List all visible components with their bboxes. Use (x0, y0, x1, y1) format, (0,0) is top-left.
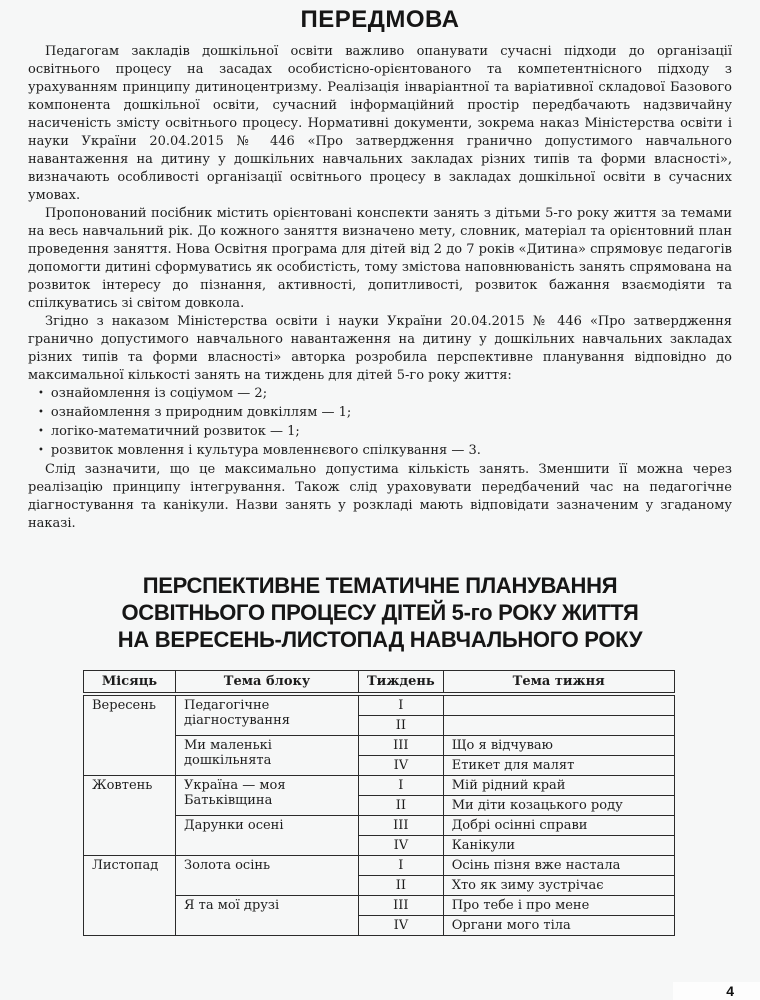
table-row (84, 694, 675, 716)
table-cell-week: III (359, 815, 444, 835)
table-cell-block: Педагогічне діагностування (176, 694, 359, 736)
preface-paragraph-1: Педагогам закладів дошкільної освіти важливо опанувати сучасні підходи до організації освітнього процесу на засадах особистісно-орієнтованого та компетентнісного підходу з урахуванням принципу дитиноцентризму. Реалізація інваріантної та варіативної складової Базового компонента дошкільної освіти, сучасний інформаційний простір передбачають надзвичайну насиченість змісту освітнього процесу. Нормативні документи, зокрема наказ Міністерства освіти і науки України 20.04.2015 № 446 «Про затвердження гранично допустимого навчального навантаження на дитину у дошкільних навчальних закладах різних типів та форми власності», визначають особливості організації освітнього процесу в закладах дошкільної освіти в сучасних умовах. (28, 44, 732, 203)
table-cell-week: I (359, 694, 444, 716)
table-cell-topic (443, 715, 674, 735)
table-cell-block: Дарунки осені (176, 815, 359, 855)
table-cell-week: IV (359, 755, 444, 775)
table-cell-block: Ми маленькі дошкільнята (176, 735, 359, 775)
list-item-label: логіко-математичний розвиток — 1; (50, 424, 300, 439)
table-cell-week: II (359, 795, 444, 815)
list-item-label: ознайомлення з природним довкіллям — 1; (50, 405, 352, 420)
list-item-label: розвиток мовлення і культура мовленнєвого спілкування — 3. (50, 443, 481, 458)
bullet-icon: • (38, 445, 44, 456)
section-heading-line-2: ОСВІТНЬОГО ПРОЦЕСУ ДІТЕЙ 5-го РОКУ ЖИТТЯ (121, 600, 639, 625)
bullet-icon: • (38, 388, 44, 399)
table-cell-week: I (359, 775, 444, 795)
column-header-week: Тиждень (359, 671, 444, 694)
bullet-icon: • (38, 426, 44, 437)
list-item-label: ознайомлення із соціумом — 2; (50, 386, 268, 401)
planning-table-body (84, 694, 675, 936)
page-footer (673, 982, 760, 1000)
column-header-topic: Тема тижня (443, 671, 674, 694)
preface-paragraph-4: Слід зазначити, що це максимально допустима кількість занять. Зменшити її можна через реалізацію принципу інтегрування. Також слід ураховувати передбачений час на педагогічне діагностування та канікули. Назви занять у розкладі мають відповідати зазначеним у згаданому наказі. (28, 462, 732, 531)
planning-table-header (84, 671, 675, 694)
table-cell-topic: Що я відчуваю (443, 735, 674, 755)
column-header-month: Місяць (84, 671, 176, 694)
column-header-block: Тема блоку (176, 671, 359, 694)
table-cell-month: Жовтень (84, 775, 176, 855)
table-cell-topic: Добрі осінні справи (443, 815, 674, 835)
table-cell-week: IV (359, 835, 444, 855)
table-cell-topic: Органи мого тіла (443, 915, 674, 935)
table-cell-topic: Мій рідний край (443, 775, 674, 795)
table-cell-block: Золота осінь (176, 855, 359, 895)
list-item (38, 442, 732, 461)
section-heading (28, 572, 732, 653)
table-cell-week: III (359, 735, 444, 755)
table-cell-week: II (359, 875, 444, 895)
table-cell-week: I (359, 855, 444, 875)
preface-section (28, 43, 732, 533)
table-cell-week: IV (359, 915, 444, 935)
table-cell-month: Вересень (84, 694, 176, 776)
section-heading-line-1: ПЕРСПЕКТИВНЕ ТЕМАТИЧНЕ ПЛАНУВАННЯ (142, 573, 618, 598)
preface-paragraph-2: Пропонований посібник містить орієнтовані конспекти занять з дітьми 5-го року життя за темами на весь навчальний рік. До кожного заняття визначено мету, словник, матеріал та орієнтовний план проведення заняття. Нова Освітня програма для дітей від 2 до 7 років «Дитина» спрямовує педагогів допомогти дитині сформуватись як особистість, тому змістова наповнюваність занять спрямована на розвиток інтересу до пізнання, активності, допитливості, розвиток бажання взаємодіяти та спілкуватись зі світом довкола. (28, 206, 732, 311)
list-item (38, 423, 732, 442)
table-cell-block: Я та мої друзі (176, 895, 359, 935)
table-cell-topic: Хто як зиму зустрічає (443, 875, 674, 895)
page-number: 4 (726, 983, 734, 999)
table-row (84, 855, 675, 875)
table-cell-topic: Про тебе і про мене (443, 895, 674, 915)
table-cell-topic: Ми діти козацького роду (443, 795, 674, 815)
table-row (84, 775, 675, 795)
lesson-count-list (28, 385, 732, 461)
list-item (38, 404, 732, 423)
table-cell-topic: Етикет для малят (443, 755, 674, 775)
table-cell-block: Україна — моя Батьківщина (176, 775, 359, 815)
table-cell-topic: Канікули (443, 835, 674, 855)
planning-table (83, 670, 675, 936)
table-cell-month: Листопад (84, 855, 176, 935)
table-cell-week: II (359, 715, 444, 735)
preface-paragraph-3: Згідно з наказом Міністерства освіти і науки України 20.04.2015 № 446 «Про затвердження гранично допустимого навчального навантаження на дитину у дошкільних навчальних закладах різних типів та форми власності» авторка розробила перспективне планування відповідно до максимальної кількості занять на тиждень для дітей 5-го року життя: (28, 314, 732, 383)
table-header-row (84, 671, 675, 694)
table-cell-week: III (359, 895, 444, 915)
list-item (38, 385, 732, 404)
page-title: ПЕРЕДМОВА (300, 6, 460, 33)
section-heading-line-3: НА ВЕРЕСЕНЬ-ЛИСТОПАД НАВЧАЛЬНОГО РОКУ (117, 627, 643, 652)
bullet-icon: • (38, 407, 44, 418)
table-cell-topic: Осінь пізня вже настала (443, 855, 674, 875)
table-cell-topic (443, 694, 674, 716)
